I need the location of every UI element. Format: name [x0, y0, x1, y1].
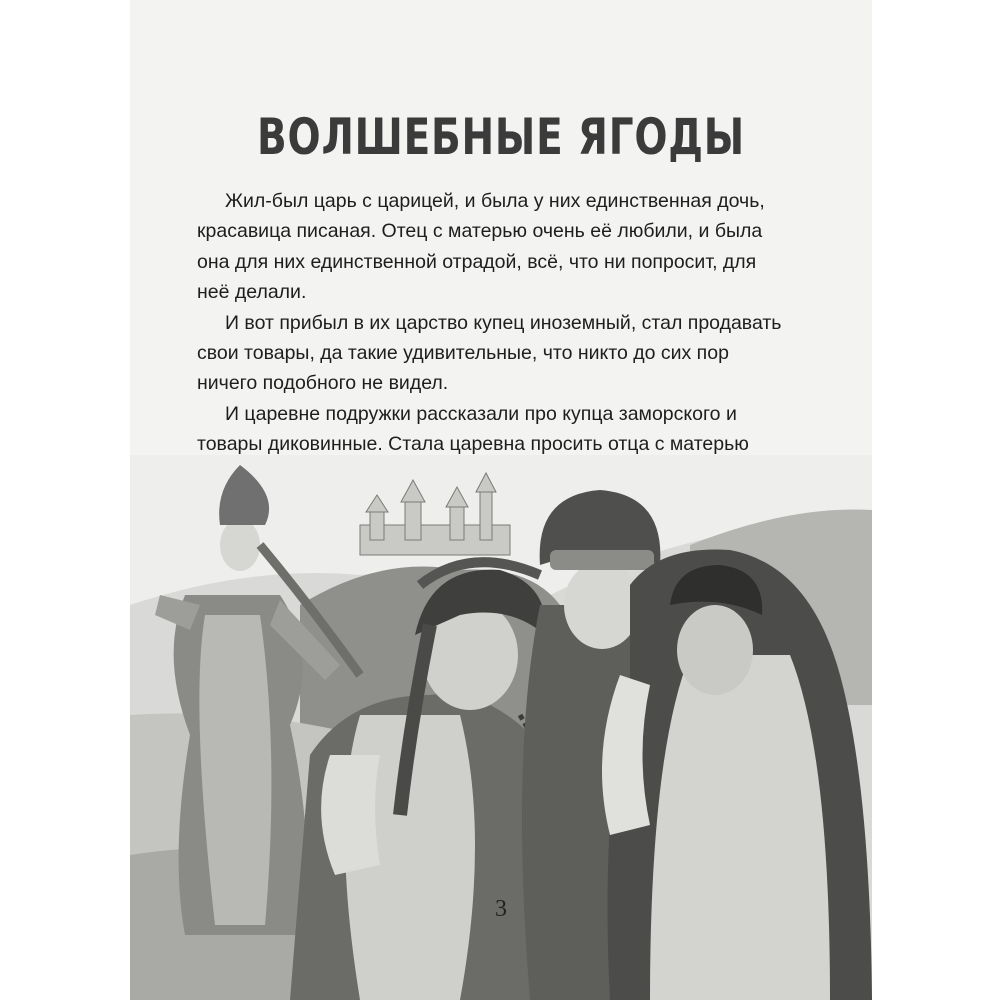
page-number: 3: [495, 896, 507, 922]
book-page: [130, 0, 872, 1000]
paragraph-2: И вот прибыл в их царство купец иноземный, стал продавать свои товары, да такие удивительные, что никто до сих пор ничего подобного не видел.: [197, 311, 782, 395]
paragraph-1: Жил-был царь с царицей, и была у них единственная дочь, красавица писаная. Отец с матерью очень её любили, и была она для них единственной отрадой, всё, что ни попросит, для неё делали.: [197, 190, 765, 304]
paragraph-3: И царевне подружки рассказали про купца заморского и товары диковинные. Стала царевна просить отца с матерью: [197, 402, 749, 456]
chapter-title: ВОЛШЕБНЫЕ ЯГОДЫ: [257, 108, 745, 166]
